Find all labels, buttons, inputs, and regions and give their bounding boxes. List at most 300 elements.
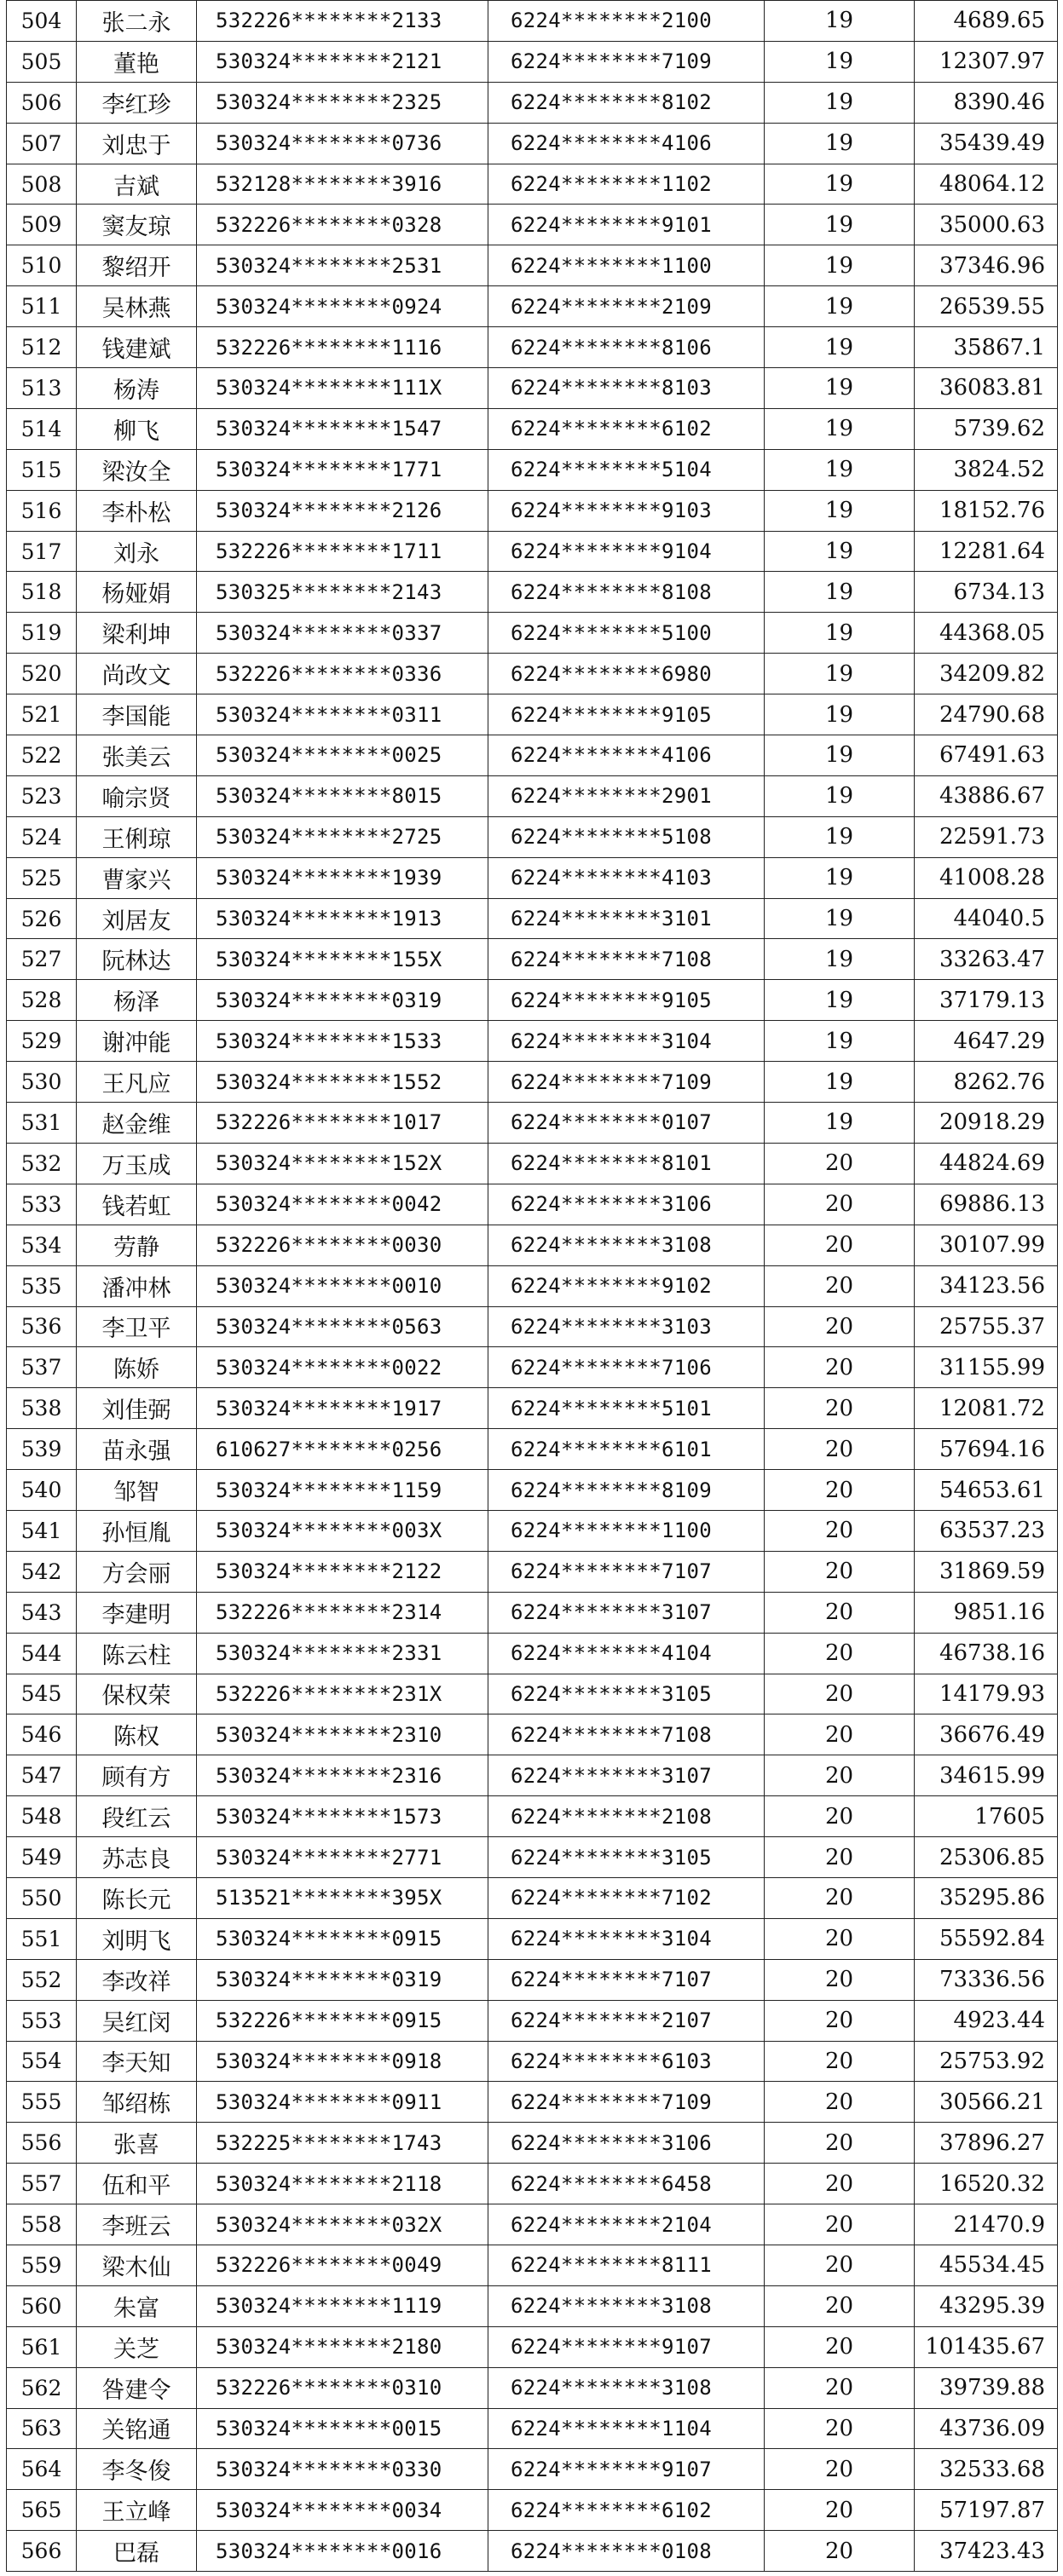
card-number-cell: 6224********3107 bbox=[488, 1755, 765, 1796]
month-count-cell: 20 bbox=[765, 2082, 915, 2123]
id-number-cell: 530324********0330 bbox=[197, 2449, 488, 2490]
id-number-cell: 530324********2310 bbox=[197, 1714, 488, 1755]
person-name-cell: 刘永 bbox=[77, 531, 197, 572]
id-number-cell: 530324********1939 bbox=[197, 857, 488, 898]
id-number-cell: 530324********0025 bbox=[197, 735, 488, 776]
card-number-cell: 6224********8103 bbox=[488, 368, 765, 409]
amount-cell: 37423.43 bbox=[915, 2531, 1058, 2572]
row-number-cell: 545 bbox=[7, 1674, 77, 1714]
month-count-cell: 20 bbox=[765, 1959, 915, 2000]
card-number-cell: 6224********3105 bbox=[488, 1837, 765, 1878]
card-number-cell: 6224********9105 bbox=[488, 694, 765, 735]
card-number-cell: 6224********6458 bbox=[488, 2164, 765, 2204]
card-number-cell: 6224********2108 bbox=[488, 1796, 765, 1837]
table-row bbox=[7, 775, 1058, 816]
month-count-cell: 20 bbox=[765, 1755, 915, 1796]
person-name-cell: 喻宗贤 bbox=[77, 775, 197, 816]
amount-cell: 35439.49 bbox=[915, 123, 1058, 164]
person-name-cell: 刘忠于 bbox=[77, 123, 197, 164]
person-name-cell: 保权荣 bbox=[77, 1674, 197, 1714]
person-name-cell: 梁汝全 bbox=[77, 449, 197, 490]
card-number-cell: 6224********5108 bbox=[488, 816, 765, 857]
table-row bbox=[7, 327, 1058, 368]
card-number-cell: 6224********3104 bbox=[488, 1918, 765, 1959]
person-name-cell: 梁利坤 bbox=[77, 613, 197, 654]
month-count-cell: 20 bbox=[765, 2531, 915, 2572]
row-number-cell: 508 bbox=[7, 164, 77, 205]
card-number-cell: 6224********5104 bbox=[488, 449, 765, 490]
row-number-cell: 504 bbox=[7, 1, 77, 42]
card-number-cell: 6224********9104 bbox=[488, 531, 765, 572]
person-name-cell: 李冬俊 bbox=[77, 2449, 197, 2490]
row-number-cell: 538 bbox=[7, 1388, 77, 1429]
id-number-cell: 530324********032X bbox=[197, 2204, 488, 2245]
month-count-cell: 19 bbox=[765, 327, 915, 368]
table-row bbox=[7, 490, 1058, 531]
table-row bbox=[7, 2245, 1058, 2285]
row-number-cell: 528 bbox=[7, 980, 77, 1021]
row-number-cell: 563 bbox=[7, 2408, 77, 2449]
person-name-cell: 李班云 bbox=[77, 2204, 197, 2245]
person-name-cell: 巴磊 bbox=[77, 2531, 197, 2572]
month-count-cell: 19 bbox=[765, 939, 915, 980]
table-row bbox=[7, 2367, 1058, 2408]
row-number-cell: 517 bbox=[7, 531, 77, 572]
person-name-cell: 张喜 bbox=[77, 2123, 197, 2164]
id-number-cell: 530324********1573 bbox=[197, 1796, 488, 1837]
id-number-cell: 530324********0918 bbox=[197, 2041, 488, 2082]
table-row bbox=[7, 1265, 1058, 1306]
table-row bbox=[7, 1633, 1058, 1674]
card-number-cell: 6224********2901 bbox=[488, 775, 765, 816]
person-name-cell: 王俐琼 bbox=[77, 816, 197, 857]
id-number-cell: 532226********0915 bbox=[197, 2000, 488, 2041]
id-number-cell: 530324********1917 bbox=[197, 1388, 488, 1429]
table-row bbox=[7, 2408, 1058, 2449]
amount-cell: 31869.59 bbox=[915, 1551, 1058, 1592]
row-number-cell: 531 bbox=[7, 1103, 77, 1144]
month-count-cell: 20 bbox=[765, 1388, 915, 1429]
card-number-cell: 6224********2104 bbox=[488, 2204, 765, 2245]
amount-cell: 63537.23 bbox=[915, 1510, 1058, 1551]
table-row bbox=[7, 1388, 1058, 1429]
amount-cell: 9851.16 bbox=[915, 1592, 1058, 1633]
row-number-cell: 511 bbox=[7, 286, 77, 327]
month-count-cell: 19 bbox=[765, 408, 915, 449]
row-number-cell: 512 bbox=[7, 327, 77, 368]
card-number-cell: 6224********4106 bbox=[488, 123, 765, 164]
id-number-cell: 610627********0256 bbox=[197, 1429, 488, 1470]
amount-cell: 36083.81 bbox=[915, 368, 1058, 409]
payment-table bbox=[6, 0, 1058, 2572]
table-row bbox=[7, 1714, 1058, 1755]
person-name-cell: 张二永 bbox=[77, 1, 197, 42]
amount-cell: 43295.39 bbox=[915, 2285, 1058, 2326]
row-number-cell: 532 bbox=[7, 1143, 77, 1184]
table-row bbox=[7, 654, 1058, 694]
amount-cell: 44368.05 bbox=[915, 613, 1058, 654]
person-name-cell: 吴林燕 bbox=[77, 286, 197, 327]
card-number-cell: 6224********7106 bbox=[488, 1347, 765, 1388]
id-number-cell: 530324********0034 bbox=[197, 2490, 488, 2531]
amount-cell: 24790.68 bbox=[915, 694, 1058, 735]
month-count-cell: 19 bbox=[765, 245, 915, 286]
card-number-cell: 6224********6103 bbox=[488, 2041, 765, 2082]
amount-cell: 35867.1 bbox=[915, 327, 1058, 368]
amount-cell: 25753.92 bbox=[915, 2041, 1058, 2082]
amount-cell: 12307.97 bbox=[915, 41, 1058, 82]
amount-cell: 32533.68 bbox=[915, 2449, 1058, 2490]
person-name-cell: 陈权 bbox=[77, 1714, 197, 1755]
card-number-cell: 6224********5101 bbox=[488, 1388, 765, 1429]
id-number-cell: 530324********2118 bbox=[197, 2164, 488, 2204]
id-number-cell: 530324********0311 bbox=[197, 694, 488, 735]
person-name-cell: 陈云柱 bbox=[77, 1633, 197, 1674]
card-number-cell: 6224********9103 bbox=[488, 490, 765, 531]
amount-cell: 44824.69 bbox=[915, 1143, 1058, 1184]
row-number-cell: 560 bbox=[7, 2285, 77, 2326]
month-count-cell: 20 bbox=[765, 1551, 915, 1592]
table-row bbox=[7, 368, 1058, 409]
id-number-cell: 530324********0911 bbox=[197, 2082, 488, 2123]
person-name-cell: 方会丽 bbox=[77, 1551, 197, 1592]
person-name-cell: 杨娅娟 bbox=[77, 572, 197, 613]
card-number-cell: 6224********7109 bbox=[488, 1062, 765, 1103]
month-count-cell: 19 bbox=[765, 980, 915, 1021]
table-row bbox=[7, 1877, 1058, 1918]
row-number-cell: 522 bbox=[7, 735, 77, 776]
person-name-cell: 黎绍开 bbox=[77, 245, 197, 286]
table-row bbox=[7, 205, 1058, 245]
month-count-cell: 20 bbox=[765, 2490, 915, 2531]
person-name-cell: 阮林达 bbox=[77, 939, 197, 980]
amount-cell: 41008.28 bbox=[915, 857, 1058, 898]
table-row bbox=[7, 572, 1058, 613]
row-number-cell: 513 bbox=[7, 368, 77, 409]
amount-cell: 26539.55 bbox=[915, 286, 1058, 327]
id-number-cell: 532226********1711 bbox=[197, 531, 488, 572]
month-count-cell: 19 bbox=[765, 572, 915, 613]
person-name-cell: 苏志良 bbox=[77, 1837, 197, 1878]
row-number-cell: 534 bbox=[7, 1225, 77, 1265]
month-count-cell: 20 bbox=[765, 1184, 915, 1225]
amount-cell: 6734.13 bbox=[915, 572, 1058, 613]
id-number-cell: 530324********0319 bbox=[197, 980, 488, 1021]
card-number-cell: 6224********1100 bbox=[488, 245, 765, 286]
card-number-cell: 6224********7108 bbox=[488, 1714, 765, 1755]
id-number-cell: 530324********155X bbox=[197, 939, 488, 980]
id-number-cell: 530324********2531 bbox=[197, 245, 488, 286]
row-number-cell: 548 bbox=[7, 1796, 77, 1837]
person-name-cell: 杨泽 bbox=[77, 980, 197, 1021]
id-number-cell: 530324********0337 bbox=[197, 613, 488, 654]
id-number-cell: 532226********1017 bbox=[197, 1103, 488, 1144]
row-number-cell: 506 bbox=[7, 82, 77, 123]
person-name-cell: 刘佳弼 bbox=[77, 1388, 197, 1429]
id-number-cell: 530324********111X bbox=[197, 368, 488, 409]
id-number-cell: 530324********0319 bbox=[197, 1959, 488, 2000]
person-name-cell: 梁木仙 bbox=[77, 2245, 197, 2285]
row-number-cell: 521 bbox=[7, 694, 77, 735]
amount-cell: 30107.99 bbox=[915, 1225, 1058, 1265]
table-row bbox=[7, 164, 1058, 205]
amount-cell: 46738.16 bbox=[915, 1633, 1058, 1674]
card-number-cell: 6224********7108 bbox=[488, 939, 765, 980]
id-number-cell: 530324********2725 bbox=[197, 816, 488, 857]
table-row bbox=[7, 286, 1058, 327]
id-number-cell: 530324********0042 bbox=[197, 1184, 488, 1225]
month-count-cell: 20 bbox=[765, 1674, 915, 1714]
row-number-cell: 523 bbox=[7, 775, 77, 816]
card-number-cell: 6224********4103 bbox=[488, 857, 765, 898]
id-number-cell: 530324********2126 bbox=[197, 490, 488, 531]
card-number-cell: 6224********9107 bbox=[488, 2326, 765, 2367]
month-count-cell: 20 bbox=[765, 1714, 915, 1755]
row-number-cell: 561 bbox=[7, 2326, 77, 2367]
person-name-cell: 苗永强 bbox=[77, 1429, 197, 1470]
id-number-cell: 530324********2121 bbox=[197, 41, 488, 82]
amount-cell: 5739.62 bbox=[915, 408, 1058, 449]
row-number-cell: 556 bbox=[7, 2123, 77, 2164]
table-row bbox=[7, 816, 1058, 857]
person-name-cell: 吉斌 bbox=[77, 164, 197, 205]
id-number-cell: 530324********0915 bbox=[197, 1918, 488, 1959]
table-row bbox=[7, 1062, 1058, 1103]
person-name-cell: 窦友琼 bbox=[77, 205, 197, 245]
person-name-cell: 刘明飞 bbox=[77, 1918, 197, 1959]
row-number-cell: 527 bbox=[7, 939, 77, 980]
row-number-cell: 518 bbox=[7, 572, 77, 613]
id-number-cell: 532225********1743 bbox=[197, 2123, 488, 2164]
amount-cell: 8390.46 bbox=[915, 82, 1058, 123]
table-row bbox=[7, 2123, 1058, 2164]
id-number-cell: 532226********231X bbox=[197, 1674, 488, 1714]
row-number-cell: 562 bbox=[7, 2367, 77, 2408]
row-number-cell: 519 bbox=[7, 613, 77, 654]
row-number-cell: 554 bbox=[7, 2041, 77, 2082]
row-number-cell: 565 bbox=[7, 2490, 77, 2531]
amount-cell: 22591.73 bbox=[915, 816, 1058, 857]
table-row bbox=[7, 2204, 1058, 2245]
person-name-cell: 李改祥 bbox=[77, 1959, 197, 2000]
table-row bbox=[7, 449, 1058, 490]
amount-cell: 54653.61 bbox=[915, 1470, 1058, 1511]
table-row bbox=[7, 1592, 1058, 1633]
amount-cell: 34615.99 bbox=[915, 1755, 1058, 1796]
row-number-cell: 529 bbox=[7, 1021, 77, 1062]
table-row bbox=[7, 1143, 1058, 1184]
table-row bbox=[7, 1429, 1058, 1470]
amount-cell: 33263.47 bbox=[915, 939, 1058, 980]
amount-cell: 8262.76 bbox=[915, 1062, 1058, 1103]
month-count-cell: 20 bbox=[765, 2285, 915, 2326]
card-number-cell: 6224********9101 bbox=[488, 205, 765, 245]
card-number-cell: 6224********3105 bbox=[488, 1674, 765, 1714]
table-row bbox=[7, 857, 1058, 898]
card-number-cell: 6224********5100 bbox=[488, 613, 765, 654]
table-row bbox=[7, 408, 1058, 449]
month-count-cell: 19 bbox=[765, 898, 915, 939]
card-number-cell: 6224********7107 bbox=[488, 1959, 765, 2000]
table-row bbox=[7, 1510, 1058, 1551]
amount-cell: 37346.96 bbox=[915, 245, 1058, 286]
table-row bbox=[7, 980, 1058, 1021]
id-number-cell: 532226********0336 bbox=[197, 654, 488, 694]
month-count-cell: 20 bbox=[765, 1877, 915, 1918]
row-number-cell: 539 bbox=[7, 1429, 77, 1470]
amount-cell: 44040.5 bbox=[915, 898, 1058, 939]
month-count-cell: 20 bbox=[765, 1143, 915, 1184]
month-count-cell: 20 bbox=[765, 1347, 915, 1388]
amount-cell: 43736.09 bbox=[915, 2408, 1058, 2449]
person-name-cell: 李天知 bbox=[77, 2041, 197, 2082]
table-row bbox=[7, 2490, 1058, 2531]
id-number-cell: 530324********2771 bbox=[197, 1837, 488, 1878]
month-count-cell: 20 bbox=[765, 2204, 915, 2245]
card-number-cell: 6224********0108 bbox=[488, 2531, 765, 2572]
row-number-cell: 553 bbox=[7, 2000, 77, 2041]
month-count-cell: 20 bbox=[765, 1633, 915, 1674]
table-row bbox=[7, 1551, 1058, 1592]
table-row bbox=[7, 2326, 1058, 2367]
month-count-cell: 19 bbox=[765, 613, 915, 654]
amount-cell: 48064.12 bbox=[915, 164, 1058, 205]
amount-cell: 101435.67 bbox=[915, 2326, 1058, 2367]
table-row bbox=[7, 531, 1058, 572]
card-number-cell: 6224********7107 bbox=[488, 1551, 765, 1592]
person-name-cell: 柳飞 bbox=[77, 408, 197, 449]
person-name-cell: 谢冲能 bbox=[77, 1021, 197, 1062]
row-number-cell: 526 bbox=[7, 898, 77, 939]
amount-cell: 31155.99 bbox=[915, 1347, 1058, 1388]
id-number-cell: 530324********1771 bbox=[197, 449, 488, 490]
id-number-cell: 532226********0030 bbox=[197, 1225, 488, 1265]
month-count-cell: 19 bbox=[765, 449, 915, 490]
table-row bbox=[7, 1918, 1058, 1959]
id-number-cell: 513521********395X bbox=[197, 1877, 488, 1918]
amount-cell: 4689.65 bbox=[915, 1, 1058, 42]
amount-cell: 57197.87 bbox=[915, 2490, 1058, 2531]
id-number-cell: 530324********0924 bbox=[197, 286, 488, 327]
table-row bbox=[7, 2164, 1058, 2204]
table-row bbox=[7, 1347, 1058, 1388]
card-number-cell: 6224********9105 bbox=[488, 980, 765, 1021]
table-row bbox=[7, 1103, 1058, 1144]
amount-cell: 21470.9 bbox=[915, 2204, 1058, 2245]
amount-cell: 30566.21 bbox=[915, 2082, 1058, 2123]
table-row bbox=[7, 1959, 1058, 2000]
amount-cell: 35295.86 bbox=[915, 1877, 1058, 1918]
id-number-cell: 530325********2143 bbox=[197, 572, 488, 613]
amount-cell: 20918.29 bbox=[915, 1103, 1058, 1144]
row-number-cell: 566 bbox=[7, 2531, 77, 2572]
amount-cell: 25755.37 bbox=[915, 1306, 1058, 1347]
month-count-cell: 20 bbox=[765, 2326, 915, 2367]
month-count-cell: 19 bbox=[765, 490, 915, 531]
person-name-cell: 钱若虹 bbox=[77, 1184, 197, 1225]
table-row bbox=[7, 1837, 1058, 1878]
card-number-cell: 6224********3104 bbox=[488, 1021, 765, 1062]
row-number-cell: 524 bbox=[7, 816, 77, 857]
card-number-cell: 6224********2107 bbox=[488, 2000, 765, 2041]
id-number-cell: 532226********1116 bbox=[197, 327, 488, 368]
amount-cell: 12281.64 bbox=[915, 531, 1058, 572]
month-count-cell: 20 bbox=[765, 2245, 915, 2285]
card-number-cell: 6224********3106 bbox=[488, 1184, 765, 1225]
month-count-cell: 19 bbox=[765, 82, 915, 123]
card-number-cell: 6224********3101 bbox=[488, 898, 765, 939]
table-row bbox=[7, 694, 1058, 735]
amount-cell: 67491.63 bbox=[915, 735, 1058, 776]
month-count-cell: 20 bbox=[765, 1592, 915, 1633]
person-name-cell: 王立峰 bbox=[77, 2490, 197, 2531]
row-number-cell: 555 bbox=[7, 2082, 77, 2123]
amount-cell: 37896.27 bbox=[915, 2123, 1058, 2164]
card-number-cell: 6224********0107 bbox=[488, 1103, 765, 1144]
person-name-cell: 陈娇 bbox=[77, 1347, 197, 1388]
table-row bbox=[7, 2082, 1058, 2123]
id-number-cell: 530324********0736 bbox=[197, 123, 488, 164]
row-number-cell: 551 bbox=[7, 1918, 77, 1959]
month-count-cell: 20 bbox=[765, 2164, 915, 2204]
month-count-cell: 20 bbox=[765, 1918, 915, 1959]
id-number-cell: 530324********0016 bbox=[197, 2531, 488, 2572]
card-number-cell: 6224********4104 bbox=[488, 1633, 765, 1674]
month-count-cell: 19 bbox=[765, 531, 915, 572]
id-number-cell: 530324********1913 bbox=[197, 898, 488, 939]
month-count-cell: 19 bbox=[765, 41, 915, 82]
row-number-cell: 546 bbox=[7, 1714, 77, 1755]
person-name-cell: 万玉成 bbox=[77, 1143, 197, 1184]
card-number-cell: 6224********7109 bbox=[488, 2082, 765, 2123]
table-row bbox=[7, 613, 1058, 654]
card-number-cell: 6224********3103 bbox=[488, 1306, 765, 1347]
table-row bbox=[7, 1184, 1058, 1225]
month-count-cell: 19 bbox=[765, 694, 915, 735]
row-number-cell: 510 bbox=[7, 245, 77, 286]
amount-cell: 37179.13 bbox=[915, 980, 1058, 1021]
month-count-cell: 19 bbox=[765, 775, 915, 816]
person-name-cell: 关铭通 bbox=[77, 2408, 197, 2449]
month-count-cell: 19 bbox=[765, 286, 915, 327]
person-name-cell: 杨涛 bbox=[77, 368, 197, 409]
card-number-cell: 6224********4106 bbox=[488, 735, 765, 776]
table-row bbox=[7, 2531, 1058, 2572]
month-count-cell: 20 bbox=[765, 1510, 915, 1551]
amount-cell: 17605 bbox=[915, 1796, 1058, 1837]
table-row bbox=[7, 2285, 1058, 2326]
row-number-cell: 542 bbox=[7, 1551, 77, 1592]
row-number-cell: 509 bbox=[7, 205, 77, 245]
amount-cell: 57694.16 bbox=[915, 1429, 1058, 1470]
person-name-cell: 关芝 bbox=[77, 2326, 197, 2367]
amount-cell: 39739.88 bbox=[915, 2367, 1058, 2408]
person-name-cell: 咎建令 bbox=[77, 2367, 197, 2408]
amount-cell: 43886.67 bbox=[915, 775, 1058, 816]
month-count-cell: 20 bbox=[765, 1429, 915, 1470]
id-number-cell: 530324********152X bbox=[197, 1143, 488, 1184]
card-number-cell: 6224********7109 bbox=[488, 41, 765, 82]
id-number-cell: 530324********1119 bbox=[197, 2285, 488, 2326]
month-count-cell: 19 bbox=[765, 1021, 915, 1062]
person-name-cell: 尚改文 bbox=[77, 654, 197, 694]
month-count-cell: 19 bbox=[765, 164, 915, 205]
amount-cell: 14179.93 bbox=[915, 1674, 1058, 1714]
person-name-cell: 吴红闵 bbox=[77, 2000, 197, 2041]
person-name-cell: 李建明 bbox=[77, 1592, 197, 1633]
row-number-cell: 536 bbox=[7, 1306, 77, 1347]
person-name-cell: 王凡应 bbox=[77, 1062, 197, 1103]
